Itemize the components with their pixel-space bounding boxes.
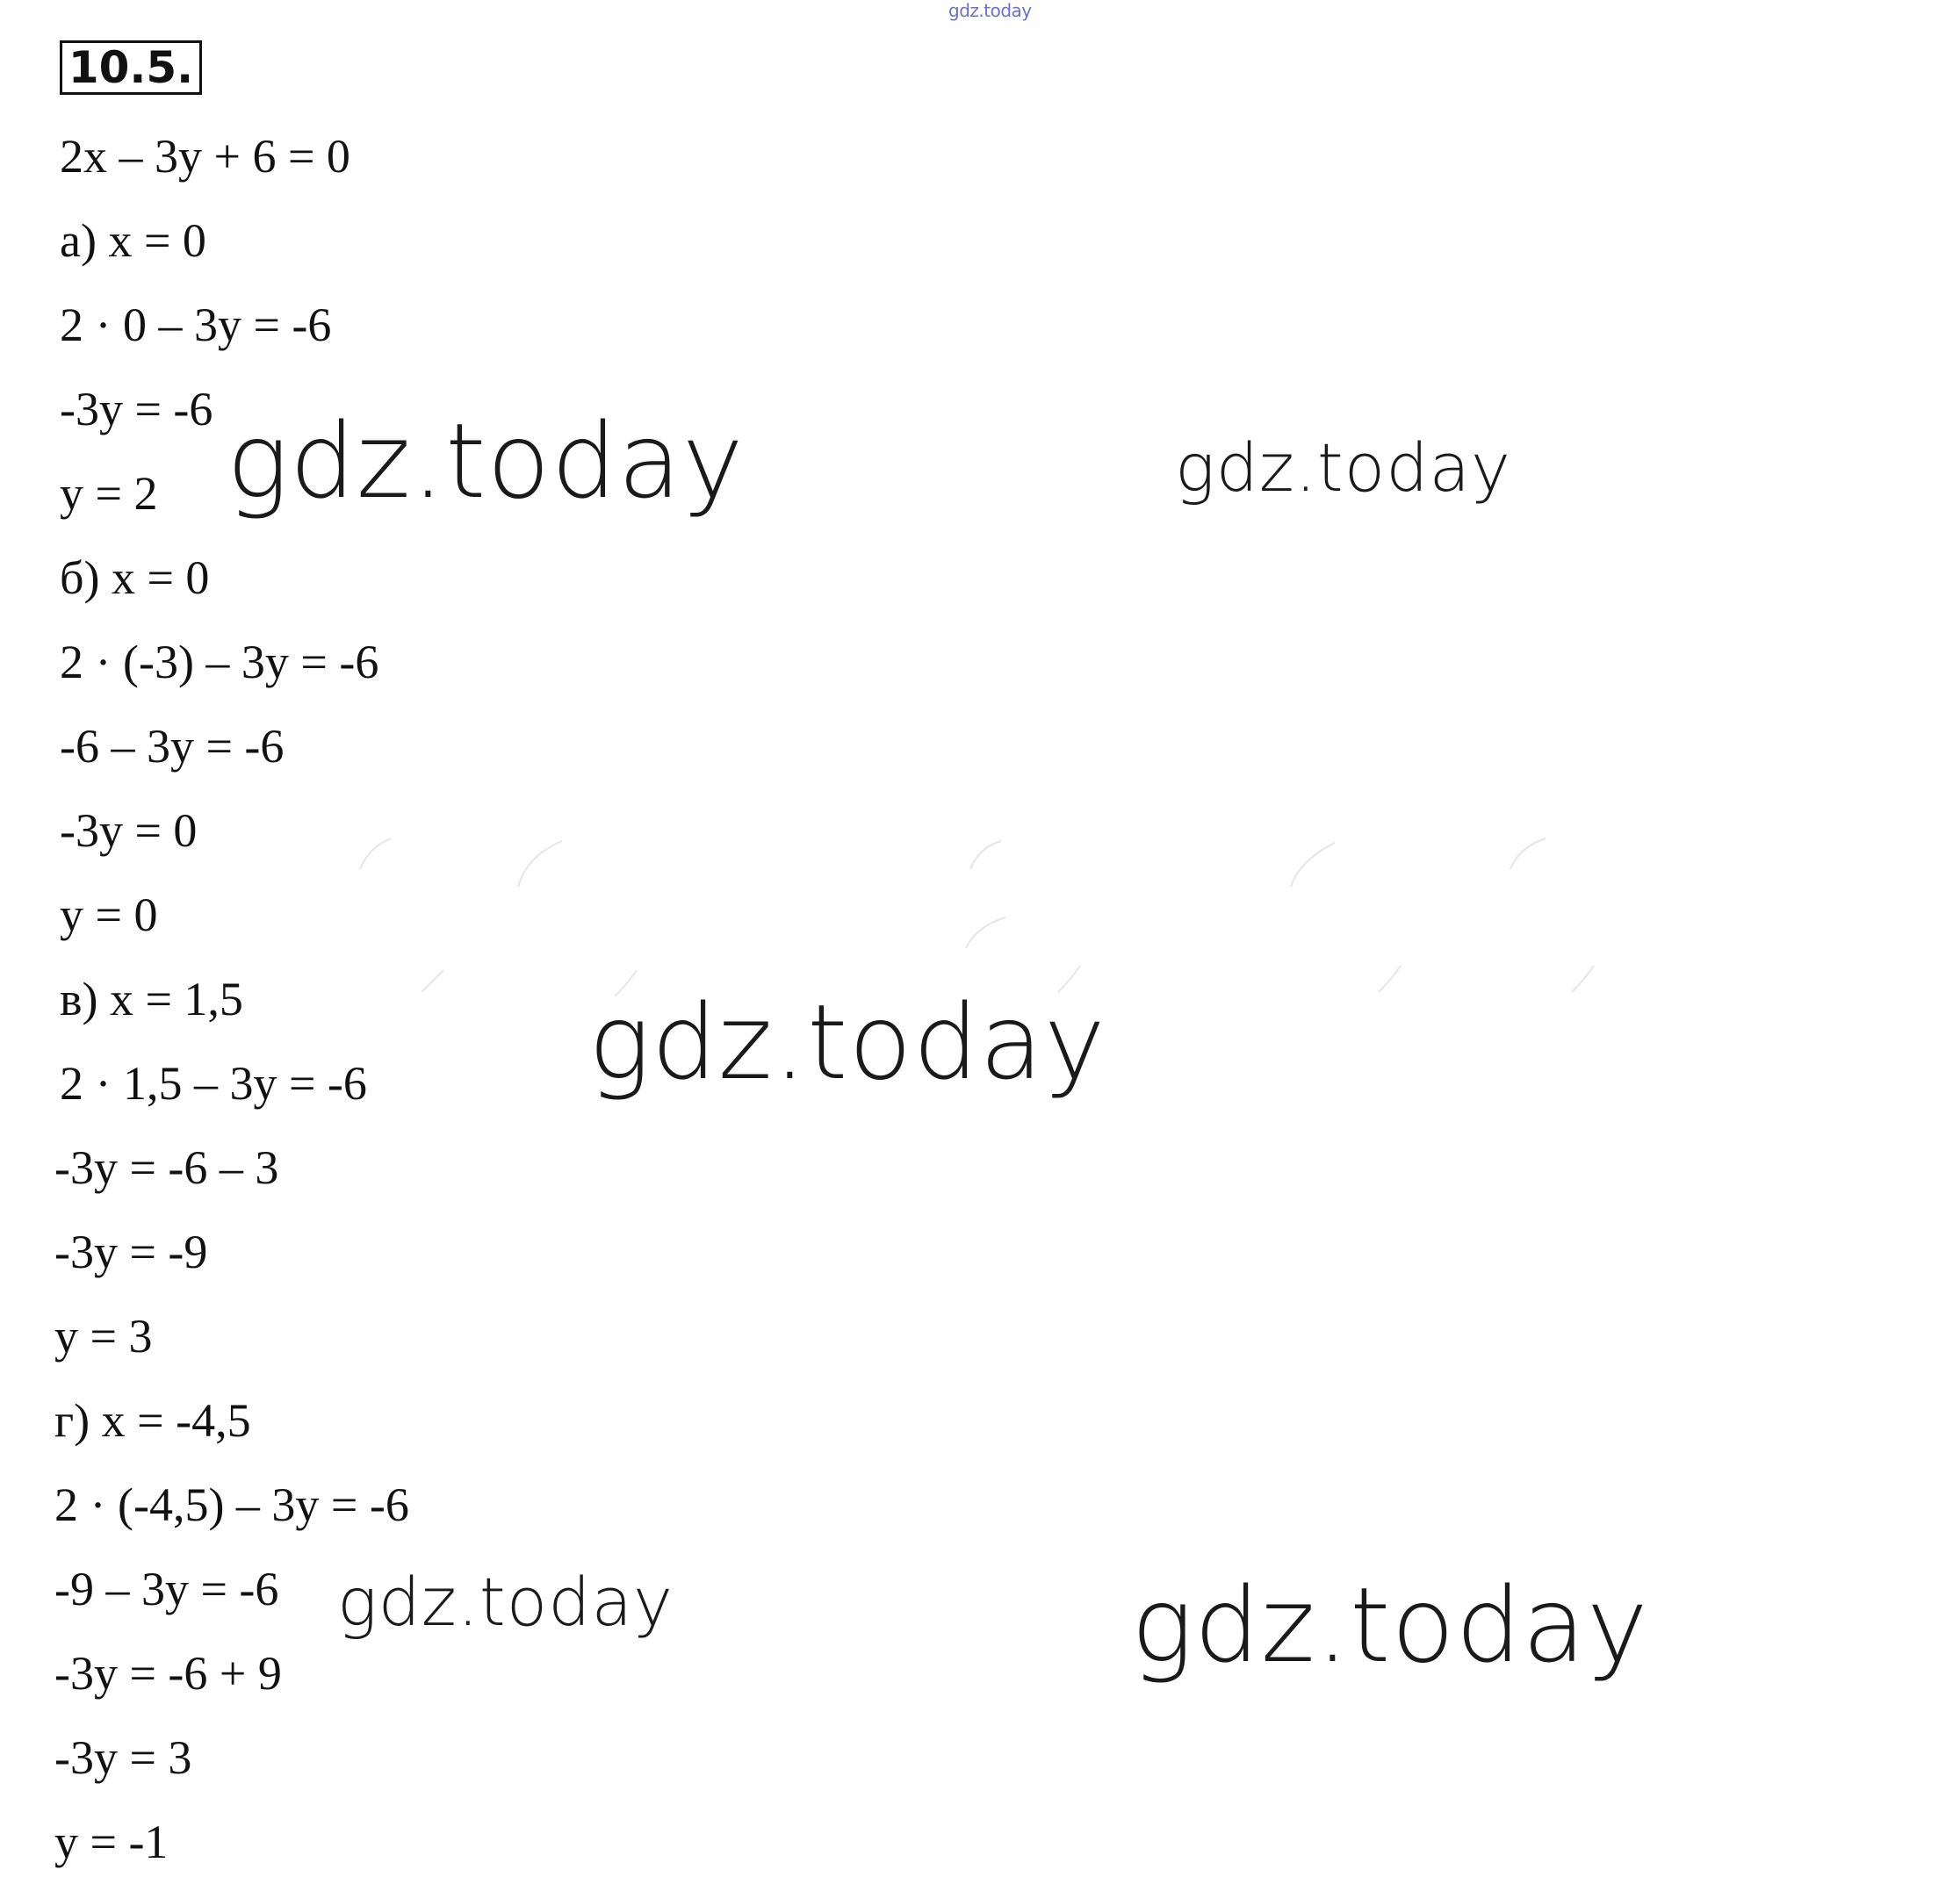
solution-line: 2 · 1,5 – 3y = -6 [60, 1057, 367, 1110]
solution-line: -3y = -9 [54, 1226, 208, 1278]
solution-line: y = 0 [60, 888, 158, 941]
watermark-text: gdz.today [1175, 428, 1511, 507]
solution-line: -3y = -6 [60, 383, 213, 435]
solution-line: а) x = 0 [60, 214, 206, 267]
solution-line: -3y = -6 – 3 [54, 1141, 279, 1194]
problem-number-box: 10.5. [60, 40, 202, 95]
solution-line: г) x = -4,5 [54, 1394, 251, 1447]
solution-line: -3y = 3 [54, 1731, 192, 1784]
equation-line: 2x – 3y + 6 = 0 [60, 130, 350, 183]
watermark-text: gdz.today [1131, 1564, 1649, 1686]
solution-line: y = -1 [54, 1816, 169, 1868]
solution-line: y = 2 [60, 467, 158, 520]
solution-line: 2 · 0 – 3y = -6 [60, 298, 332, 351]
solution-line: -3y = -6 + 9 [54, 1647, 282, 1700]
top-watermark: gdz.today [948, 0, 1032, 21]
solution-line: -6 – 3y = -6 [60, 720, 285, 773]
watermark-text: gdz.today [227, 400, 745, 521]
watermark-text: gdz.today [588, 982, 1106, 1103]
solution-line: -3y = 0 [60, 804, 198, 857]
solution-line: 2 · (-4,5) – 3y = -6 [54, 1478, 409, 1531]
solution-line: y = 3 [54, 1310, 153, 1363]
solution-line: -9 – 3y = -6 [54, 1563, 279, 1615]
solution-line: 2 · (-3) – 3y = -6 [60, 636, 379, 688]
solution-line: в) x = 1,5 [60, 973, 243, 1025]
watermark-text: gdz.today [337, 1563, 674, 1641]
solution-line: б) x = 0 [60, 551, 210, 604]
